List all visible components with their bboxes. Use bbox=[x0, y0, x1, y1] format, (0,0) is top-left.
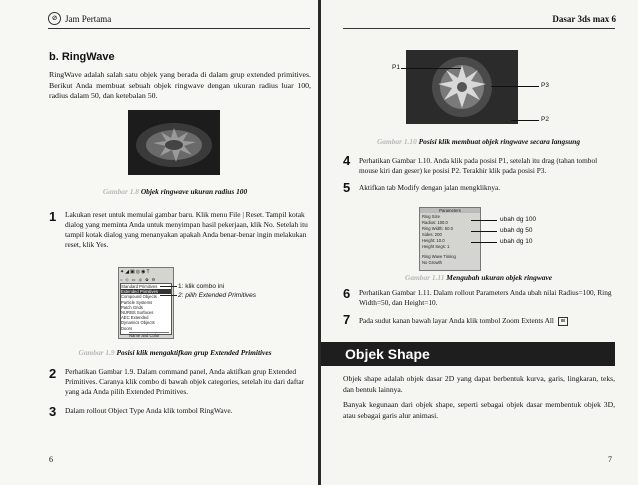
step-number: 5 bbox=[343, 180, 351, 195]
step-number: 1 bbox=[49, 209, 57, 224]
callout-line-width bbox=[471, 231, 497, 232]
callout-radius: ubah dg 100 bbox=[500, 216, 537, 223]
category-list-item[interactable]: Compound Objects bbox=[121, 294, 157, 300]
left-page bbox=[0, 0, 318, 485]
step-3-text: Dalam rollout Object Type Anda klik tombol RingWave. bbox=[65, 406, 233, 415]
header-rule bbox=[48, 28, 310, 29]
category-combo[interactable] bbox=[120, 283, 172, 335]
point-label-p1: P1 bbox=[392, 64, 400, 71]
callout-line-2 bbox=[160, 295, 177, 296]
step-number: 6 bbox=[343, 286, 351, 301]
running-header: Dasar 3ds max 6 bbox=[552, 14, 616, 24]
callout-line-1 bbox=[160, 286, 177, 287]
category-list-item[interactable]: Particle Systems bbox=[121, 299, 153, 305]
step-1-text: Lakukan reset untuk memulai gambar baru. Klik menu File | Reset. Tampil kotak dialog yang meminta Anda untuk menyimpan hasil pekerjaan, klik No. Setelah itu tampil kotak dialog yang menanyakan apakah Anda benar-benar ingin melakukan reset, klik Yes. bbox=[65, 210, 308, 249]
command-panel-screenshot bbox=[118, 267, 174, 339]
section-title: b. RingWave bbox=[49, 51, 115, 63]
figure-caption-1-9 bbox=[40, 348, 310, 357]
section-band bbox=[321, 342, 615, 366]
figure-label: Gambar 1.9 bbox=[78, 348, 115, 357]
point-line-p2 bbox=[511, 120, 539, 121]
rollout-title[interactable]: Parameters bbox=[420, 208, 480, 213]
step-2-text: Perhatikan Gambar 1.9. Dalam command panel, Anda aktifkan grup Extended Primitives. Caranya klik combo di bawah objek categories, setelah itu dari daftar yang ada Anda pilih Extended Primitives. bbox=[65, 367, 305, 396]
intro-paragraph: RingWave adalah salah satu objek yang berada di dalam grup extended primitives. Berikut Anda membuat sebuah objek ringwave dengan ukuran radius luar 100, radius dalam 50, dan ketebalan 50. bbox=[49, 70, 311, 100]
param-timing-label: Ring Wave Timing bbox=[422, 254, 456, 259]
figure-caption-text: Posisi klik membuat objek ringwave secara langsung bbox=[418, 137, 581, 146]
callout-height: ubah dg 10 bbox=[500, 238, 533, 245]
callout-2: 2: pilih Extended Primitives bbox=[178, 292, 257, 299]
category-list-item[interactable]: AEC Extended bbox=[121, 315, 149, 321]
header-rule bbox=[343, 28, 615, 29]
figure-caption-text: Posisi klik mengaktifkan grup Extended Primitives bbox=[116, 348, 272, 357]
step-5-text: Aktifkan tab Modify dengan jalan mengkliknya. bbox=[359, 183, 501, 192]
point-label-p2: P2 bbox=[541, 116, 549, 123]
page-number: 7 bbox=[608, 455, 612, 464]
point-label-p3: P3 bbox=[541, 82, 549, 89]
param-no-growth[interactable]: No Growth bbox=[422, 260, 443, 265]
callout-1: 1: klik combo ini bbox=[178, 283, 225, 290]
param-height[interactable]: Height: 10.0 bbox=[422, 238, 445, 243]
rollout-name-and-color[interactable]: Name and Color bbox=[129, 332, 169, 338]
figure-caption-text: Mengubah ukuran objek ringwave bbox=[446, 273, 553, 282]
callout-line-height bbox=[471, 242, 497, 243]
step-4-text: Perhatikan Gambar 1.10. Anda klik pada posisi P1, setelah itu drag (tahan tombol mouse kiri dan geser) ke posisi P2. Terakhir klik pada posisi P3. bbox=[359, 156, 598, 175]
ringwave-render-image bbox=[128, 110, 220, 175]
header-logo-icon: ⊘ bbox=[48, 12, 61, 25]
step-7-label: Pada sudut kanan bawah layar Anda klik tombol Zoom Extents All bbox=[359, 316, 554, 325]
step-6-text: Perhatikan Gambar 1.11. Dalam rollout Parameters Anda ubah nilai Radius=100, Ring Width=50, dan Height=10. bbox=[359, 288, 612, 307]
step-7-text bbox=[359, 316, 615, 327]
figure-caption-1-11 bbox=[336, 273, 621, 282]
callout-ring-width: ubah dg 50 bbox=[500, 227, 533, 234]
point-line-p3 bbox=[491, 86, 539, 87]
figure-caption-text: Objek ringwave ukuran radius 100 bbox=[140, 187, 248, 196]
section-band-title: Objek Shape bbox=[345, 346, 430, 362]
figure-caption-1-10 bbox=[336, 137, 621, 146]
figure-label: Gambar 1.11 bbox=[404, 273, 445, 282]
toolbar-icons: ✦◢▣◎◉T bbox=[120, 269, 151, 275]
category-list-item[interactable]: NURBS Surfaces bbox=[121, 310, 154, 316]
step-number: 4 bbox=[343, 153, 351, 168]
param-radius[interactable]: Radius: 100.0 bbox=[422, 220, 448, 225]
step-number: 7 bbox=[343, 312, 351, 327]
category-list-item[interactable]: Patch Grids bbox=[121, 304, 143, 310]
figure-label: Gambar 1.8 bbox=[102, 187, 139, 196]
shape-paragraph-2: Banyak kegunaan dari objek shape, seperti sebagai objek dasar membentuk objek 3D, atau sebagai garis alur animasi. bbox=[343, 400, 615, 420]
right-page bbox=[321, 0, 638, 485]
category-list-item[interactable]: Doors bbox=[121, 325, 133, 331]
figure-label: Gambar 1.10 bbox=[376, 137, 417, 146]
shape-paragraph-1: Objek shape adalah objek dasar 2D yang dapat berbentuk kurva, garis, lingkaran, teks, dan bentuk lainnya. bbox=[343, 374, 615, 394]
callout-line-radius bbox=[471, 220, 497, 221]
param-ring-width[interactable]: Ring Width: 50.0 bbox=[422, 226, 453, 231]
param-sides[interactable]: Sides: 200 bbox=[422, 232, 442, 237]
running-header: Jam Pertama bbox=[65, 14, 112, 24]
page-number: 6 bbox=[49, 455, 53, 464]
category-list-item[interactable]: Extended Primitives bbox=[121, 289, 171, 294]
ringwave-viewport-image bbox=[406, 50, 518, 124]
figure-caption-1-8 bbox=[40, 187, 310, 196]
parameters-rollout-screenshot bbox=[419, 207, 481, 271]
param-height-segs[interactable]: Height Segs: 1 bbox=[422, 244, 450, 249]
param-group-label: Ring Size bbox=[422, 214, 440, 219]
category-list-item[interactable]: Standard Primitives bbox=[121, 284, 158, 289]
point-line-p1 bbox=[401, 68, 461, 69]
subtoolbar-icons: ○ ◇ ▭ ◎ ✿ ⚙ bbox=[120, 277, 157, 282]
step-number: 3 bbox=[49, 404, 57, 419]
category-list-item[interactable]: Dynamics Objects bbox=[121, 320, 155, 326]
zoom-extents-all-icon: ⊞ bbox=[558, 317, 568, 326]
step-number: 2 bbox=[49, 366, 57, 381]
